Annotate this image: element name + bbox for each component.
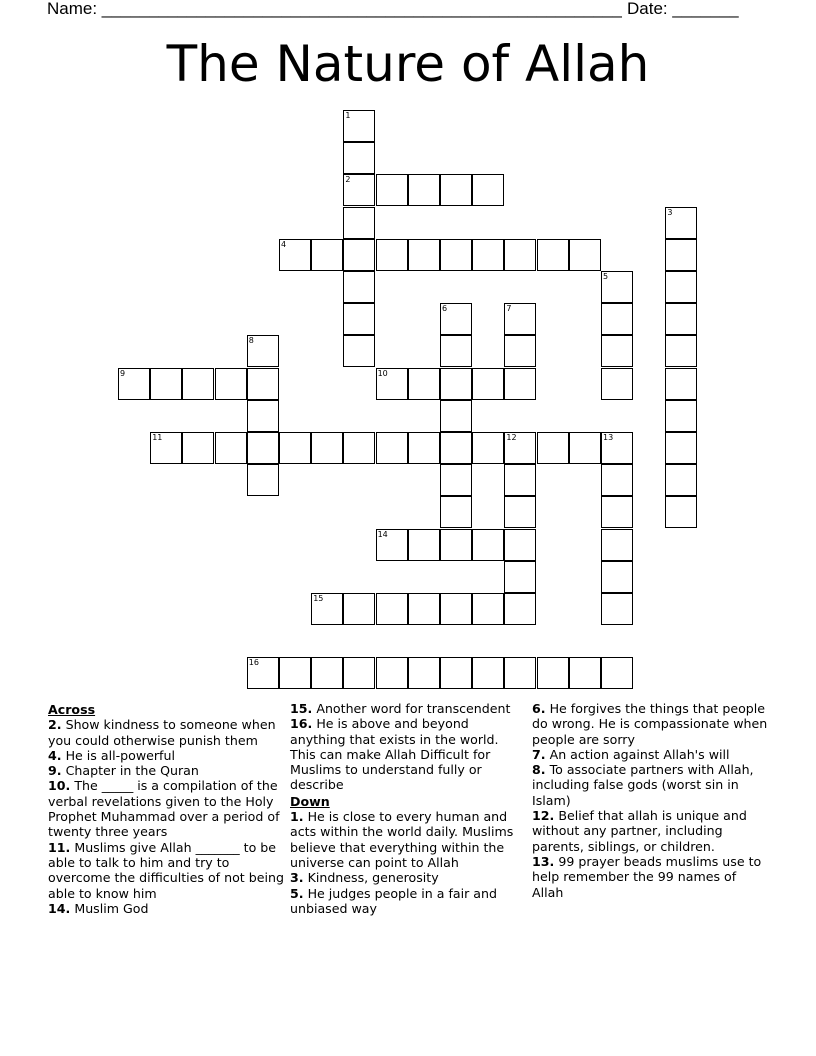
- grid-cell[interactable]: [343, 142, 375, 174]
- down-clue-8: 8. To associate partners with Allah, including false gods (worst sin in Islam): [532, 762, 754, 808]
- clue-number: 14: [377, 529, 388, 539]
- grid-cell[interactable]: [247, 335, 279, 367]
- grid-cell[interactable]: [440, 432, 472, 464]
- grid-cell[interactable]: [279, 657, 311, 689]
- grid-cell[interactable]: [440, 464, 472, 496]
- clue-number: 12: [506, 433, 517, 442]
- across-clue-14: 14. Muslim God: [48, 900, 149, 916]
- grid-cell[interactable]: [408, 593, 440, 625]
- grid-cell[interactable]: [247, 657, 279, 689]
- grid-cell[interactable]: [665, 368, 697, 400]
- grid-cell[interactable]: [504, 657, 536, 689]
- across-clue-2: 2. Show kindness to someone when you could otherwise punish them: [48, 717, 276, 748]
- grid-cell[interactable]: [537, 432, 569, 464]
- clues-column-2: [290, 701, 526, 916]
- grid-cell[interactable]: [665, 239, 697, 271]
- clue-number: 2: [345, 175, 351, 185]
- grid-cell[interactable]: [343, 657, 375, 689]
- clue-number: 8: [248, 336, 254, 346]
- grid-cell[interactable]: [376, 239, 408, 271]
- grid-cell[interactable]: [376, 432, 408, 464]
- grid-cell[interactable]: [665, 464, 697, 496]
- grid-cell[interactable]: [440, 529, 472, 561]
- clue-number: 6: [442, 304, 448, 314]
- grid-cell[interactable]: [601, 368, 633, 400]
- grid-cell[interactable]: [504, 496, 536, 528]
- clue-number: 7: [506, 304, 512, 314]
- grid-cell[interactable]: [311, 657, 343, 689]
- down-clue-6: 6. He forgives the things that people do wrong. He is compassionate when people are sorry: [532, 701, 768, 747]
- grid-cell[interactable]: [376, 593, 408, 625]
- grid-cell[interactable]: [472, 174, 504, 206]
- grid-cell[interactable]: [440, 657, 472, 689]
- grid-cell[interactable]: [343, 207, 375, 239]
- grid-cell[interactable]: [504, 303, 536, 335]
- grid-cell[interactable]: [343, 110, 375, 142]
- grid-cell[interactable]: [472, 432, 504, 464]
- grid-cell[interactable]: [376, 174, 408, 206]
- down-clue-12: 12. Belief that allah is unique and without any partner, including parents, siblings, or children.: [532, 808, 747, 854]
- grid-cell[interactable]: [601, 464, 633, 496]
- grid-cell[interactable]: [440, 239, 472, 271]
- grid-cell[interactable]: [150, 432, 182, 464]
- grid-cell[interactable]: [569, 239, 601, 271]
- grid-cell[interactable]: [408, 529, 440, 561]
- grid-cell[interactable]: [118, 368, 150, 400]
- grid-cell[interactable]: [472, 368, 504, 400]
- grid-cell[interactable]: [279, 239, 311, 271]
- grid-cell[interactable]: [408, 368, 440, 400]
- grid-cell[interactable]: [247, 464, 279, 496]
- clue-number: 4: [281, 239, 287, 249]
- grid-cell[interactable]: [311, 593, 343, 625]
- grid-cell[interactable]: [601, 561, 633, 593]
- grid-cell[interactable]: [504, 529, 536, 561]
- grid-cell[interactable]: [408, 239, 440, 271]
- grid-cell[interactable]: [440, 368, 472, 400]
- grid-cell[interactable]: [440, 496, 472, 528]
- grid-cell[interactable]: [343, 271, 375, 303]
- grid-cell[interactable]: [472, 529, 504, 561]
- grid-cell[interactable]: [665, 432, 697, 464]
- down-clue-7: 7. An action against Allah's will: [532, 746, 730, 762]
- down-heading: Down: [290, 793, 330, 809]
- clue-number: 11: [152, 433, 163, 442]
- grid-cell[interactable]: [504, 561, 536, 593]
- grid-cell[interactable]: [182, 368, 214, 400]
- grid-cell[interactable]: [601, 303, 633, 335]
- grid-cell[interactable]: [601, 271, 633, 303]
- grid-cell[interactable]: [504, 432, 536, 464]
- clue-number: 5: [603, 272, 609, 281]
- grid-cell[interactable]: [408, 657, 440, 689]
- clue-number: 3: [667, 207, 673, 217]
- grid-cell[interactable]: [215, 368, 247, 400]
- across-clue-16: 16. He is above and beyond anything that exists in the world. This can make Allah Difficult for Muslims to understand fully or describe: [290, 716, 499, 793]
- grid-cell[interactable]: [601, 496, 633, 528]
- grid-cell[interactable]: [440, 400, 472, 432]
- clue-number: 16: [248, 658, 259, 668]
- grid-cell[interactable]: [343, 593, 375, 625]
- grid-cell[interactable]: [343, 303, 375, 335]
- grid-cell[interactable]: [472, 239, 504, 271]
- grid-cell[interactable]: [440, 593, 472, 625]
- puzzle-title: The Nature of Allah: [166, 35, 650, 93]
- grid-cell[interactable]: [504, 335, 536, 367]
- grid-cell[interactable]: [601, 529, 633, 561]
- across-heading: Across: [48, 702, 96, 717]
- grid-cell[interactable]: [376, 657, 408, 689]
- clue-number: 15: [313, 594, 324, 603]
- clue-number: 1: [345, 111, 351, 120]
- grid-cell[interactable]: [440, 335, 472, 367]
- clue-number: 13: [603, 433, 614, 442]
- clues-column-1: [48, 701, 284, 916]
- down-clue-13: 13. 99 prayer beads muslims use to help remember the 99 names of Allah: [532, 853, 762, 900]
- down-clue-1: 1. He is close to every human and acts within the world daily. Muslims believe that everything within the universe can point to Allah: [290, 809, 514, 870]
- grid-cell[interactable]: [376, 529, 408, 561]
- grid-cell[interactable]: [569, 432, 601, 464]
- grid-cell[interactable]: [215, 432, 247, 464]
- across-clue-9: 9. Chapter in the Quran: [48, 763, 199, 779]
- grid-cell[interactable]: [440, 303, 472, 335]
- grid-cell[interactable]: [150, 368, 182, 400]
- grid-cell[interactable]: [601, 335, 633, 367]
- grid-cell[interactable]: [504, 368, 536, 400]
- across-clue-4: 4. He is all-powerful: [48, 747, 175, 763]
- across-clue-15: 15. Another word for transcendent: [290, 701, 511, 716]
- grid-cell[interactable]: [408, 432, 440, 464]
- grid-cell[interactable]: [311, 432, 343, 464]
- grid-cell[interactable]: [537, 239, 569, 271]
- grid-cell[interactable]: [343, 239, 375, 271]
- grid-cell[interactable]: [343, 432, 375, 464]
- grid-cell[interactable]: [665, 271, 697, 303]
- across-clue-11: 11. Muslims give Allah _______ to be able to talk to him and try to overcome the difficulties of not being able to know him: [48, 839, 284, 901]
- grid-cell[interactable]: [472, 593, 504, 625]
- grid-cell[interactable]: [343, 174, 375, 206]
- grid-cell[interactable]: [665, 207, 697, 239]
- grid-cell[interactable]: [182, 432, 214, 464]
- grid-cell[interactable]: [665, 335, 697, 367]
- grid-cell[interactable]: [408, 174, 440, 206]
- grid-cell[interactable]: [665, 400, 697, 432]
- clues-column-3: [532, 701, 768, 900]
- grid-cell[interactable]: [504, 464, 536, 496]
- name-field-label: Name: _______________________________________________________: [47, 0, 622, 18]
- grid-cell[interactable]: [665, 496, 697, 528]
- grid-cell[interactable]: [247, 432, 279, 464]
- across-clue-10: 10. The _____ is a compilation of the verbal revelations given to the Holy Prophet Muhammad over a period of twenty three years: [48, 778, 280, 840]
- clue-number: 10: [377, 368, 388, 378]
- grid-cell[interactable]: [472, 657, 504, 689]
- grid-cell[interactable]: [537, 657, 569, 689]
- grid-cell[interactable]: [504, 239, 536, 271]
- grid-cell[interactable]: [569, 657, 601, 689]
- grid-cell[interactable]: [343, 335, 375, 367]
- grid-cell[interactable]: [601, 657, 633, 689]
- grid-cell[interactable]: [440, 174, 472, 206]
- grid-cell[interactable]: [247, 400, 279, 432]
- grid-cell[interactable]: [601, 432, 633, 464]
- grid-cell[interactable]: [376, 368, 408, 400]
- grid-cell[interactable]: [601, 593, 633, 625]
- grid-cell[interactable]: [311, 239, 343, 271]
- grid-cell[interactable]: [504, 593, 536, 625]
- clue-number: 9: [120, 368, 126, 378]
- date-field-label: Date: _______: [627, 0, 739, 18]
- grid-cell[interactable]: [247, 368, 279, 400]
- down-clue-5: 5. He judges people in a fair and unbiased way: [290, 885, 498, 916]
- grid-cell[interactable]: [665, 303, 697, 335]
- grid-cell[interactable]: [279, 432, 311, 464]
- down-clue-3: 3. Kindness, generosity: [290, 870, 439, 886]
